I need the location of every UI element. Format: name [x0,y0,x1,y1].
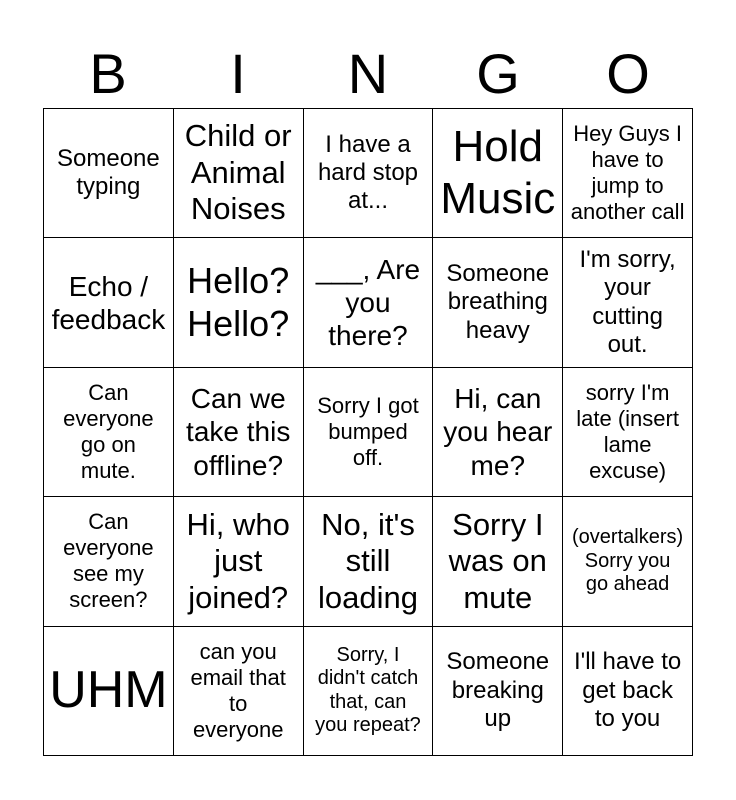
bingo-cell[interactable] [304,627,434,756]
bingo-cell[interactable] [433,368,563,497]
header-letter-b: B [89,42,127,105]
bingo-cell[interactable] [174,627,304,756]
bingo-cell[interactable] [174,109,304,238]
cell-text: Someone typing [57,144,160,201]
cell-text: Hey Guys I have to jump to another call [570,121,685,225]
bingo-cell[interactable] [563,238,693,367]
bingo-cell[interactable] [44,238,174,367]
bingo-cell[interactable] [433,497,563,626]
cell-text: Someone breaking up [446,648,550,732]
cell-text: No, it's still loading [318,506,418,615]
header-letter-i: I [230,42,246,105]
cell-text: Hello? Hello? [187,260,290,344]
bingo-cell[interactable] [433,627,563,756]
cell-text: Someone breathing heavy [446,260,550,344]
bingo-cell[interactable] [563,627,693,756]
bingo-cell[interactable] [44,497,174,626]
bingo-cell[interactable] [174,497,304,626]
bingo-cell[interactable] [174,368,304,497]
cell-text: I have a hard stop at... [317,130,419,215]
cell-text: I'll have to get back to you [573,648,682,732]
bingo-cell[interactable] [433,238,563,367]
cell-text: Hi, can you hear me? [443,383,553,481]
bingo-cell[interactable] [433,109,563,238]
bingo-header [43,40,693,108]
cell-text: Echo / feedback [51,270,166,335]
cell-text: Can we take this offline? [186,383,291,481]
bingo-cell[interactable] [44,109,174,238]
cell-text: I'm sorry, your cutting out. [579,245,676,358]
bingo-cell[interactable] [563,497,693,626]
bingo-cell[interactable] [304,368,434,497]
bingo-cell[interactable] [304,109,434,238]
cell-text: Child or Animal Noises [184,118,292,227]
cell-text: Hi, who just joined? [186,506,290,615]
header-letter-n: N [347,42,389,105]
cell-text: Sorry I got bumped off. [317,393,419,470]
cell-text: sorry I'm late (insert lame excuse) [576,380,679,483]
bingo-grid [43,108,693,756]
header-letter-g: G [476,42,520,105]
bingo-cell[interactable] [304,497,434,626]
cell-text: Sorry I was on mute [448,506,547,615]
bingo-cell[interactable] [44,368,174,497]
cell-text: Hold Music [440,122,556,224]
bingo-cell[interactable] [304,238,434,367]
header-letter-o: O [606,42,650,105]
cell-text: UHM [49,661,168,720]
cell-text: Can everyone go on mute. [63,380,154,483]
cell-text: Sorry, I didn't catch that, can you repeat? [315,643,421,737]
bingo-cell[interactable] [563,368,693,497]
cell-text: Can everyone see my screen? [63,509,154,613]
bingo-cell[interactable] [174,238,304,367]
cell-text: (overtalkers) Sorry you go ahead [572,526,684,596]
cell-text: ___, Are you there? [315,254,421,352]
bingo-cell[interactable] [563,109,693,238]
cell-text: can you email that to everyone [190,638,286,742]
bingo-cell[interactable] [44,627,174,756]
